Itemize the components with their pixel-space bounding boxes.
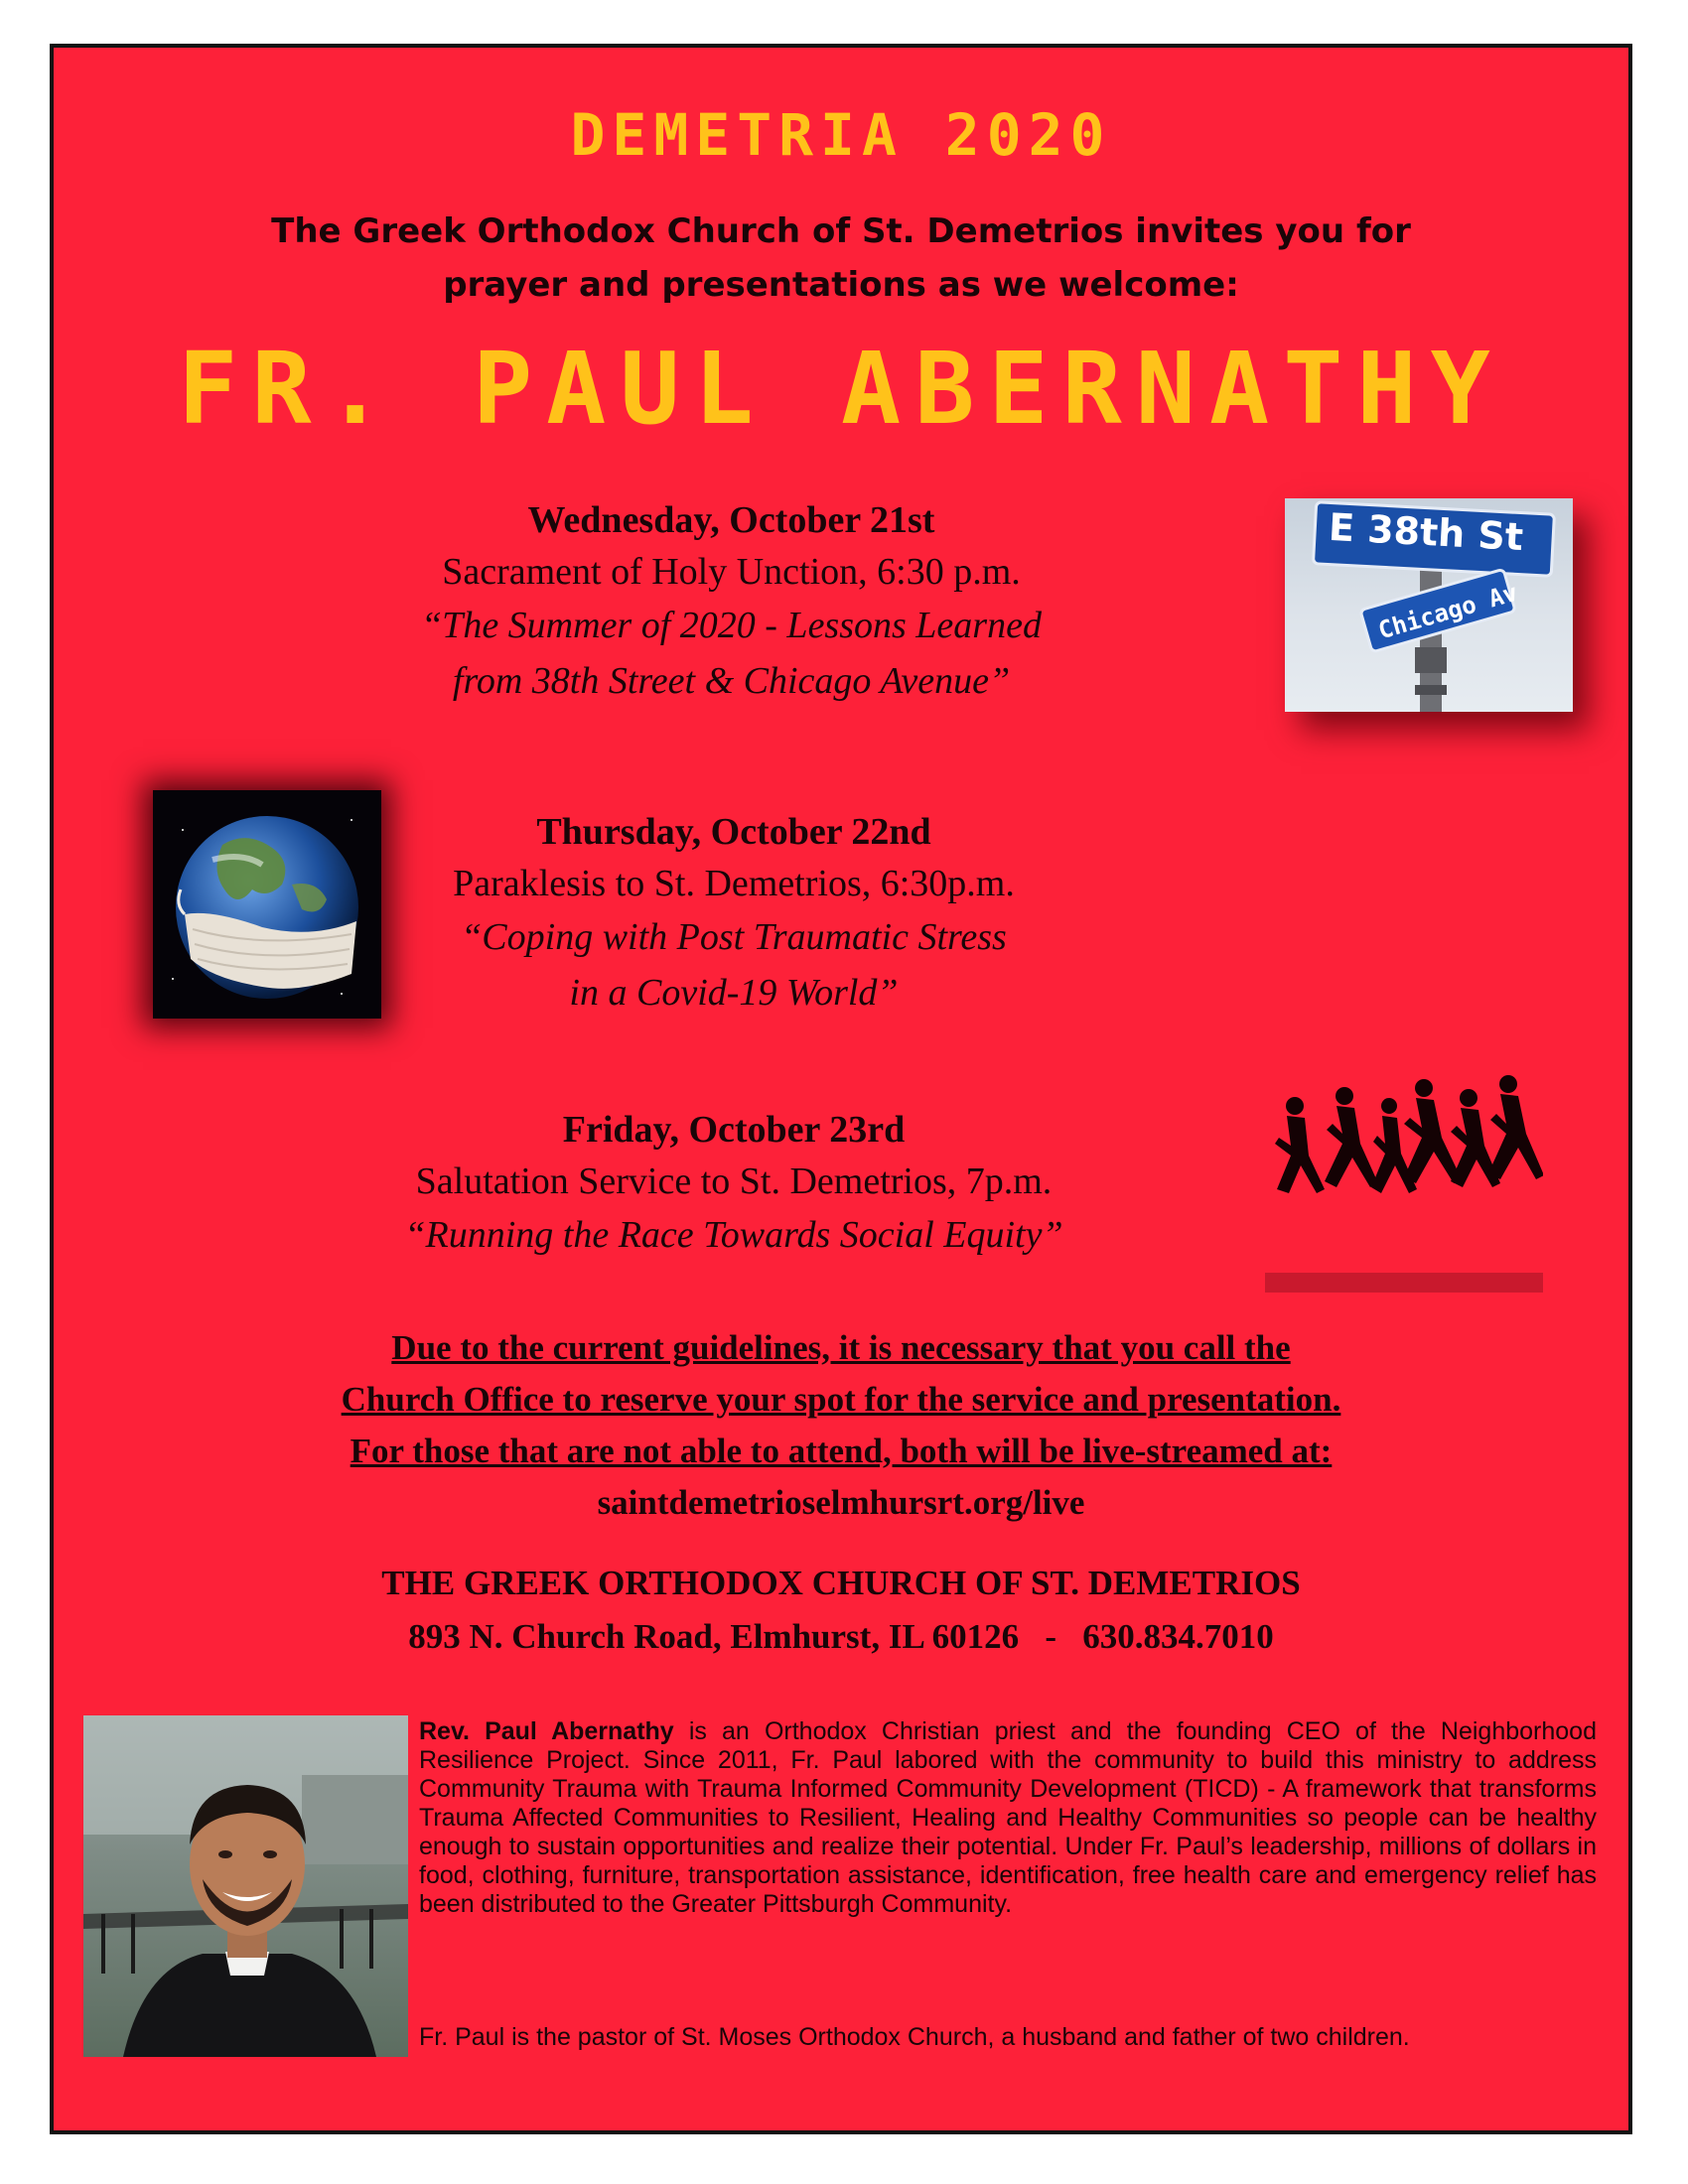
event-talk-line-1: “Running the Race Towards Social Equity” [404,1214,1063,1256]
guest-name: FR. PAUL ABERNATHY [178,331,1504,447]
street-sign-top: E 38th St [1327,504,1525,560]
bio-text: is an Orthodox Christian priest and the founding CEO of the Neighborhood Resilience Project. Since 2011, Fr. Paul labored with the community to build this ministry to address Community Trauma with Trauma Informed Community Development (TICD) - A framework that transforms Trauma Affected Communities to Resilient, Healing and Healthy Communities so people can be healthy enough to sustain opportunities and realize their potential. Under Fr. Paul’s leadership, millions of dollars in food, clothing, furniture, transportation assistance, identification, free health care and emergency relief has been distributed to the Greater Pittsburgh Community. [419,1717,1597,1918]
event-service: Sacrament of Holy Unction, 6:30 p.m. [442,551,1021,593]
event-talk-line-1: “Coping with Post Traumatic Stress [461,916,1007,958]
notice-line-1: Due to the current guidelines, it is necessary that you call the [391,1328,1291,1367]
event-title: DEMETRIA 2020 [570,101,1112,169]
runners-icon [1245,1064,1543,1293]
event-service: Paraklesis to St. Demetrios, 6:30p.m. [453,863,1015,904]
portrait-photo [83,1715,408,2057]
event-wednesday [381,494,1081,709]
event-service: Salutation Service to St. Demetrios, 7p.m. [415,1160,1053,1202]
church-address: 893 N. Church Road, Elmhurst, IL 60126 - 630.834.7010 [408,1617,1274,1656]
portrait-icon [83,1715,408,2057]
invitation-line-2: prayer and presentations as we welcome: [443,265,1239,305]
event-talk-line-1: “The Summer of 2020 - Lessons Learned [421,605,1042,646]
livestream-link[interactable]: saintdemetrioselmhursrt.org/live [597,1483,1085,1522]
flyer [50,44,1632,2134]
event-thursday [302,806,1166,1021]
bio-closing: Fr. Paul is the pastor of St. Moses Orthodox Church, a husband and father of two children. [419,2023,1410,2051]
event-talk-line-2: from 38th Street & Chicago Avenue” [452,660,1011,702]
event-day: Wednesday, October 21st [527,499,935,541]
runners-image [1245,1064,1543,1293]
event-day: Thursday, October 22nd [536,811,931,853]
runners-silhouettes [1275,1075,1543,1193]
event-day: Friday, October 23rd [562,1109,906,1151]
church-name: THE GREEK ORTHODOX CHURCH OF ST. DEMETRIOS [381,1564,1301,1602]
street-sign-bottom: Chicago Av [1374,578,1521,645]
event-talk-line-2: in a Covid-19 World” [569,972,899,1014]
church-info [54,1557,1628,1664]
notice-line-3: For those that are not able to attend, both will be live-streamed at: [350,1432,1333,1470]
invitation [54,205,1628,312]
invitation-line-1: The Greek Orthodox Church of St. Demetrios invites you for [271,211,1411,251]
reservation-notice [54,1322,1628,1529]
street-sign-image [1285,498,1573,712]
notice-line-2: Church Office to reserve your spot for the service and presentation. [341,1380,1341,1419]
bio-paragraph [419,1717,1597,1919]
bio-name: Rev. Paul Abernathy [419,1717,674,1745]
event-friday [312,1104,1156,1263]
